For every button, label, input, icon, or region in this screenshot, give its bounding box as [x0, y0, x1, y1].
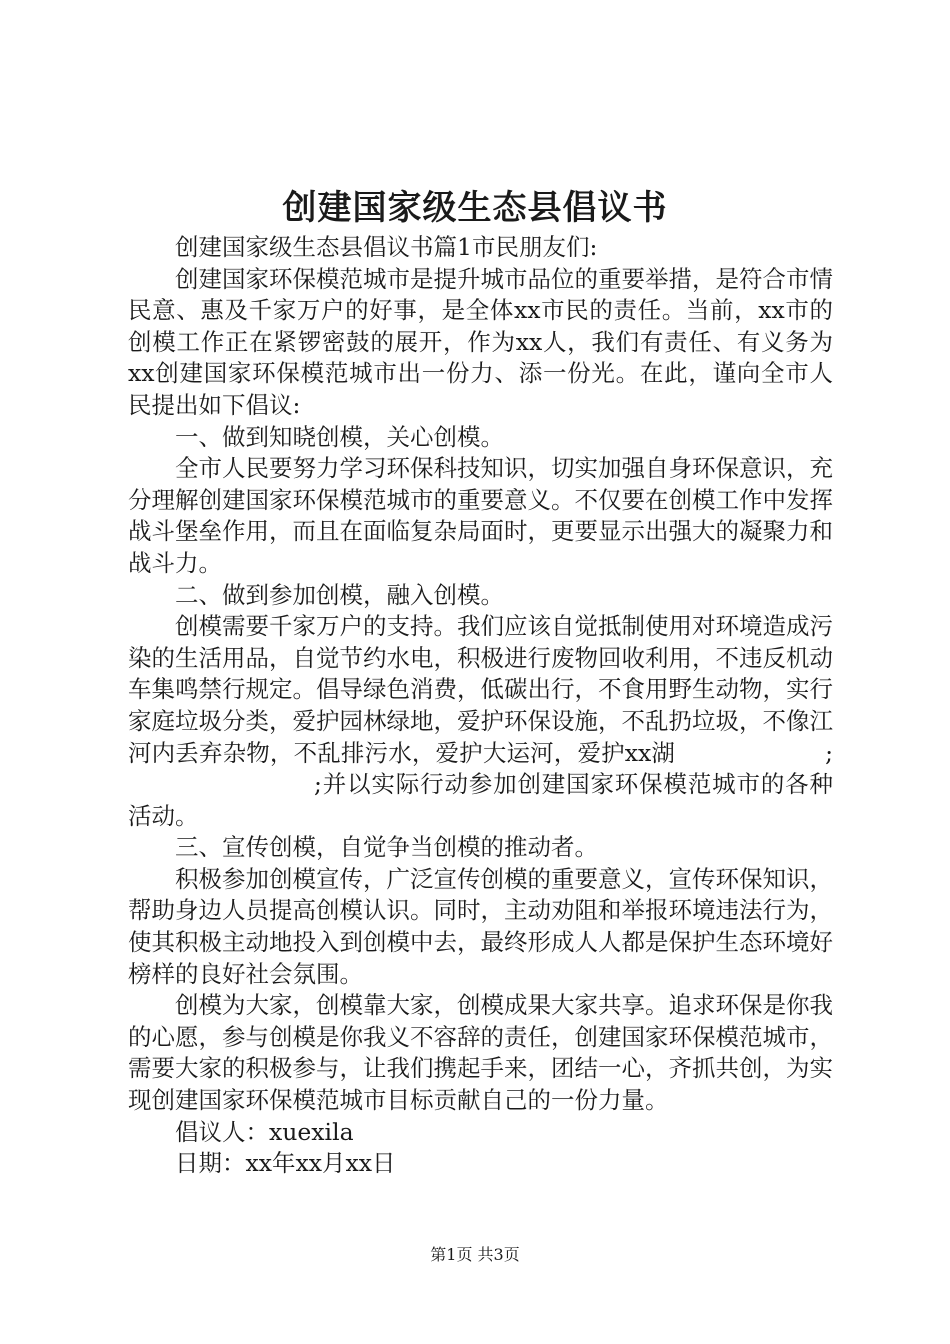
paragraph-closing: 创模为大家，创模靠大家，创模成果大家共享。追求环保是你我的心愿，参与创模是你我义不容辞的责任，创建国家环保模范城市，需要大家的积极参与，让我们携起手来，团结一心，齐抓共创，为实现创建国家环保模范城市目标贡献自己的一份力量。	[128, 991, 833, 1115]
heading-section-3: 三、宣传创模，自觉争当创模的推动者。	[175, 833, 598, 862]
paragraph-section-3: 积极参加创模宣传，广泛宣传创模的重要意义，宣传环保知识，帮助身边人员提高创模认识。同时，主动劝阻和举报环境违法行为，使其积极主动地投入到创模中去，最终形成人人都是保护生态环境好榜样的良好社会氛围。	[128, 864, 833, 988]
paragraph-section-1: 全市人民要努力学习环保科技知识，切实加强自身环保意识，充分理解创建国家环保模范城市的重要意义。不仅要在创模工作中发挥战斗堡垒作用，而且在面临复杂局面时，更要显示出强大的凝聚力和战斗力。	[128, 454, 833, 577]
date-line: 日期：xx年xx月xx日	[175, 1149, 396, 1178]
paragraph-salutation: 创建国家级生态县倡议书篇1市民朋友们:	[175, 233, 598, 261]
signature-line: 倡议人：xuexila	[175, 1117, 354, 1146]
document-title: 创建国家级生态县倡议书	[282, 188, 668, 228]
separator-1: ;	[825, 738, 833, 767]
paragraph-intro: 创建国家环保模范城市是提升城市品位的重要举措，是符合市情民意、惠及千家万户的好事，是全体xx市民的责任。当前，xx市的创模工作正在紧锣密鼓的展开，作为xx人，我们有责任、有义务为xx创建国家环保模范城市出一份力、添一份光。在此，谨向全市人民提出如下倡议:	[128, 264, 833, 419]
heading-section-1: 一、做到知晓创模，关心创模。	[175, 422, 504, 451]
paragraph-section-2-continuation: 并以实际行动参加创建国家环保模范城市的各种活动。	[128, 770, 833, 830]
page-footer: 第1页 共3页	[430, 1245, 520, 1264]
paragraph-section-2	[128, 611, 833, 832]
document-body	[128, 232, 833, 1180]
paragraph-section-2-text: 创模需要千家万户的支持。我们应该自觉抵制使用对环境造成污染的生活用品，自觉节约水电，积极进行废物回收利用，不违反机动车集鸣禁行规定。倡导绿色消费，低碳出行，不食用野生动物，实行家庭垃圾分类，爱护园林绿地，爱护环保设施，不乱扔垃圾，不像江河内丢弃杂物，不乱排污水，爱护大运河，爱护xx湖	[128, 612, 833, 767]
separator-2: ;	[314, 770, 322, 799]
heading-section-2: 二、做到参加创模，融入创模。	[175, 580, 504, 609]
